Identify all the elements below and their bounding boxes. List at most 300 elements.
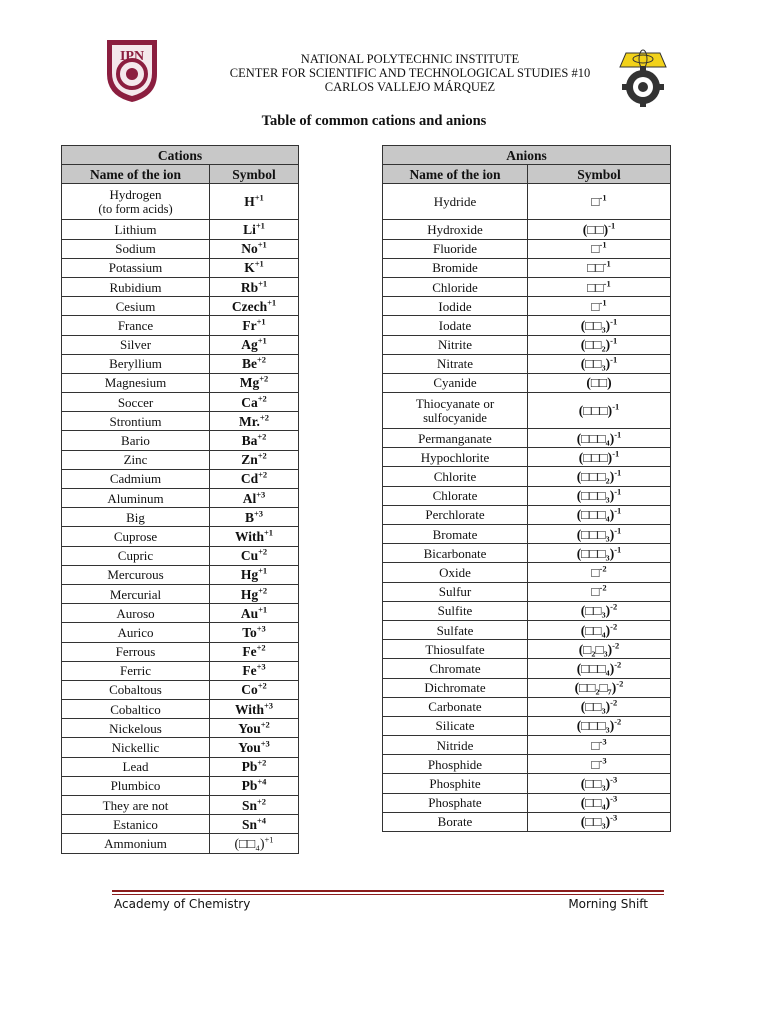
ion-charge: -1 [612, 401, 620, 412]
table-row [383, 316, 671, 335]
ion-name [383, 239, 528, 258]
ion-symbol-text: Cu [240, 548, 259, 564]
ion-name [62, 469, 210, 488]
table-row [62, 220, 299, 239]
ion-name-text: Thiocyanate or [415, 395, 495, 411]
ion-name-text: Auroso [116, 605, 155, 621]
ion-name-text: Magnesium [104, 375, 167, 391]
ion-name [383, 429, 528, 448]
ion-name-text: Rubidium [109, 279, 162, 295]
ion-symbol-text: (□□□₄) [576, 660, 615, 676]
institution-header [180, 52, 640, 94]
ion-symbol [528, 393, 671, 429]
ion-name [62, 277, 210, 296]
footer-rule-thin [112, 894, 664, 895]
table-row [62, 776, 299, 795]
table-row [383, 429, 671, 448]
ion-charge: -3 [610, 774, 618, 785]
ion-symbol-text: Au [240, 605, 259, 621]
footer-shift: Morning Shift [568, 897, 648, 911]
ion-name-text: Carbonate [428, 699, 482, 715]
ion-name-text: Nickelous [109, 720, 162, 736]
table-row [383, 354, 671, 373]
table-row [383, 220, 671, 239]
ion-symbol-text: (□□□₄) [576, 430, 615, 446]
ion-symbol-text: To [242, 624, 257, 640]
ion-name-text: Perchlorate [425, 507, 485, 523]
ion-symbol [528, 640, 671, 659]
ion-charge: -3 [599, 755, 607, 766]
ion-symbol-text: Pb [241, 778, 258, 794]
table-row [62, 393, 299, 412]
ion-symbol [210, 431, 299, 450]
ion-symbol-text: Be [241, 356, 257, 372]
ion-charge: -1 [599, 297, 607, 308]
ion-symbol [528, 184, 671, 220]
table-row [383, 716, 671, 735]
ion-symbol [528, 620, 671, 639]
ion-symbol-text: Czech [231, 298, 268, 314]
ion-name-text: Cobaltous [109, 682, 162, 698]
ion-name [62, 220, 210, 239]
ion-name [62, 412, 210, 431]
ion-symbol [210, 565, 299, 584]
ion-symbol [528, 258, 671, 277]
ion-name-text: Phosphite [429, 776, 481, 792]
ion-symbol-text: (□□₃) [580, 356, 611, 372]
ion-symbol-text: □ [591, 298, 600, 314]
table-row [383, 239, 671, 258]
ion-symbol-text: (□₂□₃) [578, 641, 613, 657]
anions-col-symbol: Symbol [528, 165, 671, 184]
ion-charge: +1 [258, 565, 268, 576]
ion-name-text: Cupric [117, 548, 154, 564]
ion-name [62, 527, 210, 546]
ion-name-text: Cadmium [109, 471, 162, 487]
ion-name [62, 700, 210, 719]
ion-charge: -1 [610, 316, 618, 327]
ion-symbol [210, 412, 299, 431]
ion-symbol [528, 505, 671, 524]
ion-symbol [210, 604, 299, 623]
ion-name [383, 467, 528, 486]
ion-name [383, 277, 528, 296]
ion-name-text: Chlorite [433, 469, 477, 485]
ion-name-text: Silver [119, 337, 152, 353]
anions-col-name: Name of the ion [383, 165, 528, 184]
ion-symbol [210, 661, 299, 680]
ion-charge: -2 [599, 582, 607, 593]
ion-name [62, 431, 210, 450]
ion-name-text: Thiosulfate [425, 641, 485, 657]
ion-name-text: Mercurous [107, 567, 164, 583]
ion-name [383, 393, 528, 429]
table-row [62, 719, 299, 738]
ion-symbol-text: Cd [240, 471, 259, 487]
ion-charge: -1 [612, 448, 620, 459]
ion-name-text: Cobaltico [110, 701, 161, 717]
ion-name [62, 719, 210, 738]
table-row [383, 563, 671, 582]
ion-symbol [210, 316, 299, 335]
ion-name-text: Soccer [117, 394, 154, 410]
ion-symbol-text: □ [591, 564, 600, 580]
table-row [62, 335, 299, 354]
ion-charge: +2 [258, 585, 268, 596]
ion-name [383, 793, 528, 812]
ion-symbol [528, 659, 671, 678]
ion-symbol-text: Fe [242, 663, 257, 679]
table-row [62, 834, 299, 853]
ion-name-text: They are not [102, 797, 169, 813]
table-row [383, 525, 671, 544]
ion-symbol-text: (□□□₄) [576, 507, 615, 523]
ion-charge: -1 [614, 505, 622, 516]
ion-symbol [210, 680, 299, 699]
ion-charge: -1 [603, 278, 611, 289]
ion-name-text: Mercurial [109, 586, 162, 602]
ion-charge: -1 [610, 335, 618, 346]
ion-symbol [210, 184, 299, 220]
ion-name [383, 736, 528, 755]
ion-name-text: Ferric [119, 663, 152, 679]
ion-symbol-text: □□ [587, 260, 604, 276]
ion-name-text: Ammonium [104, 835, 167, 851]
ion-charge: +2 [258, 546, 268, 557]
ion-symbol [528, 755, 671, 774]
ion-charge: -2 [612, 640, 620, 651]
ion-charge: +3 [260, 738, 270, 749]
ion-name [383, 316, 528, 335]
table-row [62, 661, 299, 680]
ion-charge: -1 [614, 525, 622, 536]
ion-symbol-text: (□□₃) [580, 603, 611, 619]
ion-name-text: Nitride [436, 737, 474, 753]
ion-charge: -1 [599, 192, 607, 203]
ion-charge: +1 [267, 297, 277, 308]
ion-symbol [528, 316, 671, 335]
table-row [62, 546, 299, 565]
ion-symbol-text: (□□□₃) [576, 718, 615, 734]
anions-table [382, 145, 671, 832]
ion-symbol [528, 297, 671, 316]
ion-symbol-text: Pb [241, 759, 258, 775]
ion-charge: +2 [260, 719, 270, 730]
table-row [62, 184, 299, 220]
ion-symbol-text: H [244, 194, 255, 210]
ion-name-text: Nitrite [438, 337, 472, 353]
ion-name-text: Hypochlorite [420, 449, 490, 465]
ion-name-text: Ferrous [115, 644, 156, 660]
ion-charge: -1 [603, 258, 611, 269]
ion-symbol-text: Mg [239, 375, 260, 391]
table-row [62, 297, 299, 316]
ion-symbol [210, 489, 299, 508]
ipn-logo [103, 34, 161, 104]
ion-name [383, 812, 528, 831]
ion-symbol-text: (□□) [586, 375, 612, 391]
ion-name [62, 508, 210, 527]
ion-symbol-text: Ba [241, 433, 258, 449]
ion-name-text: Chromate [429, 660, 481, 676]
ion-name [383, 354, 528, 373]
ion-symbol-text: Al [242, 490, 257, 506]
ion-symbol [528, 448, 671, 467]
ion-symbol [210, 393, 299, 412]
anions-heading: Anions [383, 146, 671, 165]
ion-name-text: Permanganate [418, 430, 492, 446]
ion-name [383, 697, 528, 716]
ion-name-text: Cuprose [113, 528, 158, 544]
ion-symbol [528, 774, 671, 793]
ion-name-note: (to form acids) [98, 201, 173, 216]
ion-symbol [528, 429, 671, 448]
ion-name-text: Plumbico [110, 778, 161, 794]
ion-symbol-text: Sn [241, 797, 257, 813]
ion-name [62, 354, 210, 373]
ion-symbol [210, 297, 299, 316]
table-row [62, 469, 299, 488]
ion-symbol-text: With [234, 528, 264, 544]
ion-symbol [210, 642, 299, 661]
table-row [383, 544, 671, 563]
ion-charge: +2 [258, 469, 268, 480]
ion-charge: +2 [256, 796, 267, 807]
ion-name-text: Borate [437, 814, 473, 830]
table-row [62, 508, 299, 527]
ion-name [62, 297, 210, 316]
table-row [383, 659, 671, 678]
table-row [62, 815, 299, 834]
ion-name-text: Chloride [432, 279, 478, 295]
ion-symbol [210, 546, 299, 565]
ion-symbol [210, 450, 299, 469]
table-row [383, 373, 671, 392]
ion-charge: -3 [599, 736, 607, 747]
ion-symbol-text: Hg [240, 567, 259, 583]
ion-charge: +1 [258, 604, 268, 615]
cations-col-symbol: Symbol [210, 165, 299, 184]
ion-symbol-text: Li [243, 221, 256, 237]
table-row [62, 584, 299, 603]
table-row [62, 527, 299, 546]
ion-name-text: Bromide [432, 260, 478, 276]
ion-name [62, 335, 210, 354]
ion-charge: +2 [259, 412, 269, 423]
ion-symbol [528, 736, 671, 755]
ion-symbol-text: You [238, 740, 261, 756]
ion-symbol [528, 239, 671, 258]
ion-name-text: Aluminum [107, 490, 164, 506]
table-row [62, 354, 299, 373]
ion-charge: -3 [610, 793, 618, 804]
ion-name [62, 489, 210, 508]
ion-symbol-text: You [238, 720, 261, 736]
ion-symbol-text: (□□₄) [234, 835, 265, 851]
ion-name-text: Lead [122, 759, 149, 775]
ion-symbol-text: (□□₂) [580, 337, 611, 353]
ion-name-text: Nickellic [111, 740, 160, 756]
ion-charge: +2 [257, 450, 267, 461]
ion-symbol [528, 563, 671, 582]
ion-symbol-text: □□ [587, 279, 604, 295]
ion-charge: +2 [256, 354, 267, 365]
ion-charge: +1 [257, 335, 267, 346]
table-row [383, 258, 671, 277]
ion-symbol [210, 719, 299, 738]
ion-name [62, 546, 210, 565]
table-row [62, 565, 299, 584]
ion-charge: -2 [610, 697, 618, 708]
ion-charge: -1 [599, 239, 607, 250]
table-row [383, 277, 671, 296]
ion-symbol [210, 796, 299, 815]
ion-charge: +1 [255, 220, 265, 231]
ion-name-text: Sulfur [438, 584, 472, 600]
ion-name [62, 680, 210, 699]
ion-charge: +2 [257, 757, 267, 768]
ion-name [383, 448, 528, 467]
ion-name [383, 505, 528, 524]
ion-symbol-text: (□□□) [578, 449, 613, 465]
ion-name-text: Aurico [117, 624, 154, 640]
ion-name [383, 678, 528, 697]
table-row [62, 738, 299, 757]
ion-charge: +3 [256, 661, 266, 672]
ion-symbol-text: (□□₄) [580, 622, 611, 638]
ion-symbol-text: (□□□) [578, 403, 613, 419]
ion-name-text: Big [126, 509, 145, 525]
ion-charge: -1 [614, 486, 622, 497]
ion-symbol [528, 716, 671, 735]
cations-table [61, 145, 299, 854]
table-row [62, 796, 299, 815]
ion-charge: +4 [256, 815, 267, 826]
ion-symbol [210, 834, 299, 853]
ion-symbol [210, 700, 299, 719]
ion-name [383, 184, 528, 220]
header-line-2: CENTER FOR SCIENTIFIC AND TECHNOLOGICAL STUDIES #10 [229, 66, 591, 80]
ion-charge: +2 [257, 431, 267, 442]
ion-name [62, 584, 210, 603]
ion-name-text: Hydroxide [427, 221, 483, 237]
ion-charge: +3 [256, 623, 266, 634]
ion-name [383, 297, 528, 316]
ion-name-text: Bario [121, 433, 150, 449]
ion-symbol [528, 678, 671, 697]
table-row [62, 431, 299, 450]
ion-symbol [210, 738, 299, 757]
ion-name [383, 659, 528, 678]
ion-name [383, 220, 528, 239]
ion-name [62, 796, 210, 815]
ion-charge: +3 [253, 508, 264, 519]
ion-name [62, 815, 210, 834]
ion-name-text: Iodate [438, 317, 472, 333]
ion-name-text: Silicate [435, 718, 475, 734]
ion-name [62, 373, 210, 392]
table-row [383, 736, 671, 755]
ion-charge: +2 [256, 642, 266, 653]
ion-name [62, 184, 210, 220]
ion-name-note: sulfocyanide [423, 410, 487, 425]
table-row [383, 448, 671, 467]
ion-symbol-text: Fe [242, 644, 257, 660]
ion-symbol-text: K [244, 260, 255, 276]
ion-name [383, 563, 528, 582]
ion-symbol [210, 373, 299, 392]
ion-name-text: Potassium [108, 260, 163, 276]
cations-col-name: Name of the ion [62, 165, 210, 184]
table-row [62, 239, 299, 258]
ion-name-text: Hydride [433, 194, 477, 210]
ion-symbol [210, 277, 299, 296]
ion-symbol [210, 258, 299, 277]
ion-name [62, 604, 210, 623]
ion-name-text: Beryllium [109, 356, 162, 372]
ion-symbol-text: (□□₂□₇) [574, 680, 617, 696]
ipn-logo-text: IPN [119, 49, 145, 64]
ion-name [62, 776, 210, 795]
ion-symbol-text: B [244, 509, 254, 525]
ion-symbol [528, 544, 671, 563]
ion-symbol-text: Zn [241, 452, 258, 468]
ion-symbol-text: With [234, 701, 264, 717]
table-row [383, 184, 671, 220]
ion-symbol-text: Ca [241, 394, 258, 410]
table-row [62, 680, 299, 699]
table-row [383, 774, 671, 793]
ion-name-text: Oxide [439, 564, 471, 580]
ion-name [62, 450, 210, 469]
ion-symbol-text: □ [591, 194, 600, 210]
ion-name-text: Phosphide [427, 756, 483, 772]
ion-symbol [210, 335, 299, 354]
ion-charge: -3 [610, 812, 618, 823]
ion-symbol-text: Mr. [239, 413, 260, 429]
ion-charge: -2 [599, 563, 607, 574]
table-row [383, 467, 671, 486]
ion-name [383, 755, 528, 774]
table-row [383, 812, 671, 831]
ion-name [383, 544, 528, 563]
table-row [383, 393, 671, 429]
ion-symbol [210, 757, 299, 776]
ion-name [62, 239, 210, 258]
ion-name [62, 623, 210, 642]
ion-name-text: France [117, 317, 154, 333]
ion-symbol [528, 373, 671, 392]
ion-charge: +1 [264, 834, 274, 845]
ion-symbol [210, 815, 299, 834]
ion-charge: +1 [263, 527, 274, 538]
ion-symbol [210, 508, 299, 527]
table-row [62, 373, 299, 392]
ion-name [383, 774, 528, 793]
ion-charge: -1 [610, 354, 618, 365]
ion-name [62, 738, 210, 757]
ion-symbol-text: Fr [242, 317, 257, 333]
ion-symbol [210, 354, 299, 373]
ion-symbol-text: (□□□₃) [576, 488, 615, 504]
table-row [62, 258, 299, 277]
table-row [62, 604, 299, 623]
table-row [383, 697, 671, 716]
ion-symbol-text: □ [591, 241, 600, 257]
ion-name-text: Hydrogen [109, 186, 162, 202]
ion-name-text: Sulfate [436, 622, 474, 638]
ion-symbol [528, 220, 671, 239]
